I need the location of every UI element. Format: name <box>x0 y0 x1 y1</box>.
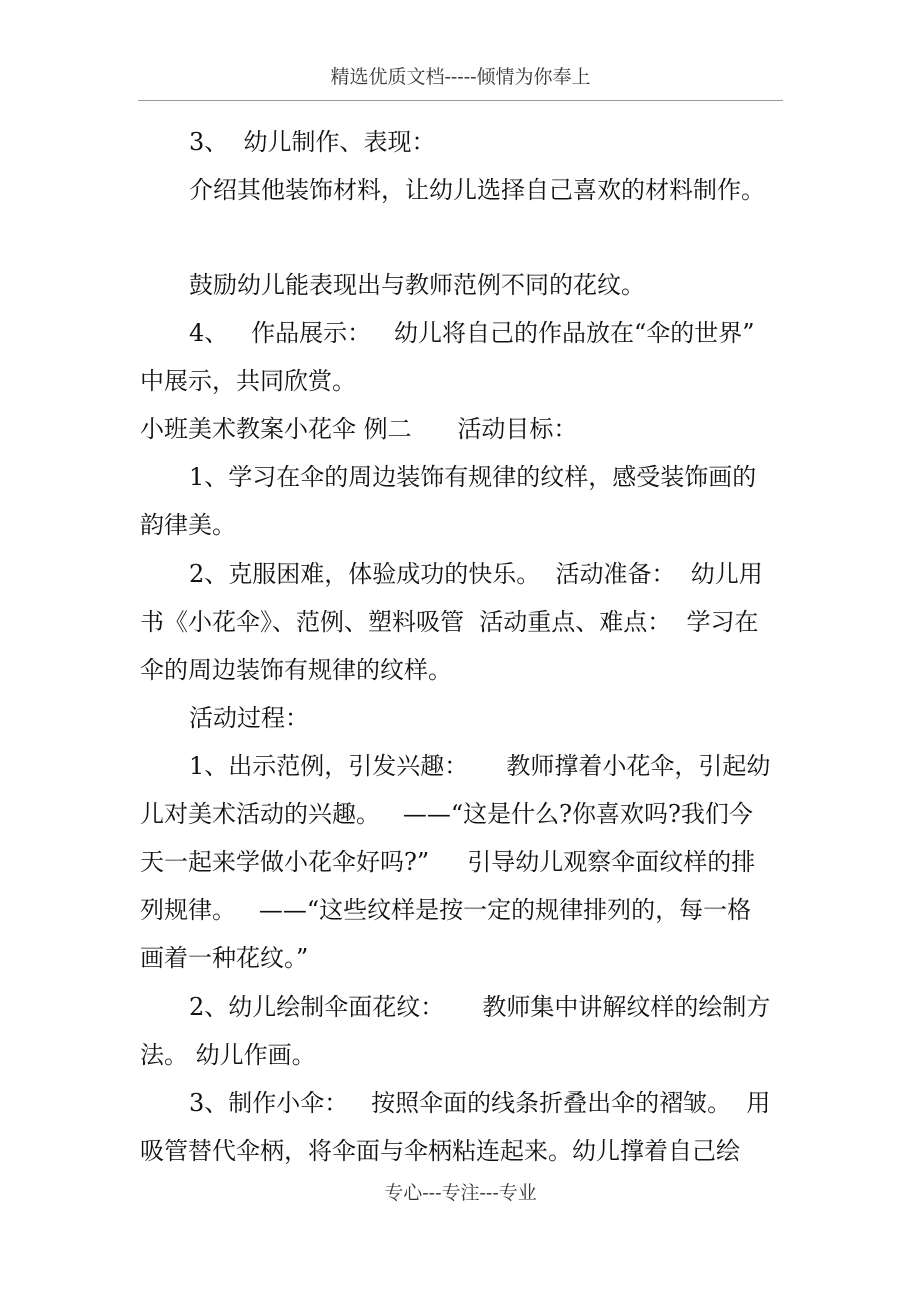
text-line: 中展示，共同欣赏。 <box>140 367 356 395</box>
text-line: 3、制作小伞： 按照伞面的线条折叠出伞的褶皱。 用 <box>189 1089 771 1117</box>
text-line: 法。 幼儿作画。 <box>140 1041 316 1069</box>
text-line: 列规律。 ——“这些纹样是按一定的规律排列的，每一格 <box>140 896 752 924</box>
text-line: 1、学习在伞的周边装饰有规律的纹样，感受装饰画的 <box>189 463 757 491</box>
text-line: 天一起来学做小花伞好吗?” 引导幼儿观察伞面纹样的排 <box>140 848 756 876</box>
text-line: 3、 幼儿制作、表现： <box>189 128 436 156</box>
text-line: 介绍其他装饰材料，让幼儿选择自己喜欢的材料制作。 <box>189 176 765 204</box>
text-line: 2、克服困难，体验成功的快乐。 活动准备： 幼儿用 <box>189 560 763 588</box>
text-line: 活动过程： <box>189 704 309 732</box>
text-line: 伞的周边装饰有规律的纹样。 <box>140 656 452 684</box>
text-line: 小班美术教案小花伞 例二 活动目标： <box>140 415 578 443</box>
text-line: 书《小花伞》、范例、塑料吸管 活动重点、难点： 学习在 <box>140 608 759 636</box>
page-header: 精选优质文档-----倾情为你奉上 <box>138 62 783 101</box>
text-line: 韵律美。 <box>140 511 236 539</box>
page-footer: 专心---专注---专业 <box>384 1182 537 1204</box>
text-line: 1、出示范例，引发兴趣： 教师撑着小花伞，引起幼 <box>189 752 771 780</box>
text-line: 画着一种花纹。” <box>140 944 309 972</box>
text-line: 4、 作品展示： 幼儿将自己的作品放在“伞的世界” <box>189 319 755 347</box>
text-line: 2、幼儿绘制伞面花纹： 教师集中讲解纹样的绘制方 <box>189 993 771 1021</box>
text-line: 儿对美术活动的兴趣。 ——“这是什么?你喜欢吗?我们今 <box>140 800 753 828</box>
text-line: 吸管替代伞柄，将伞面与伞柄粘连起来。幼儿撑着自己绘 <box>140 1137 740 1165</box>
text-line: 鼓励幼儿能表现出与教师范例不同的花纹。 <box>189 271 645 299</box>
